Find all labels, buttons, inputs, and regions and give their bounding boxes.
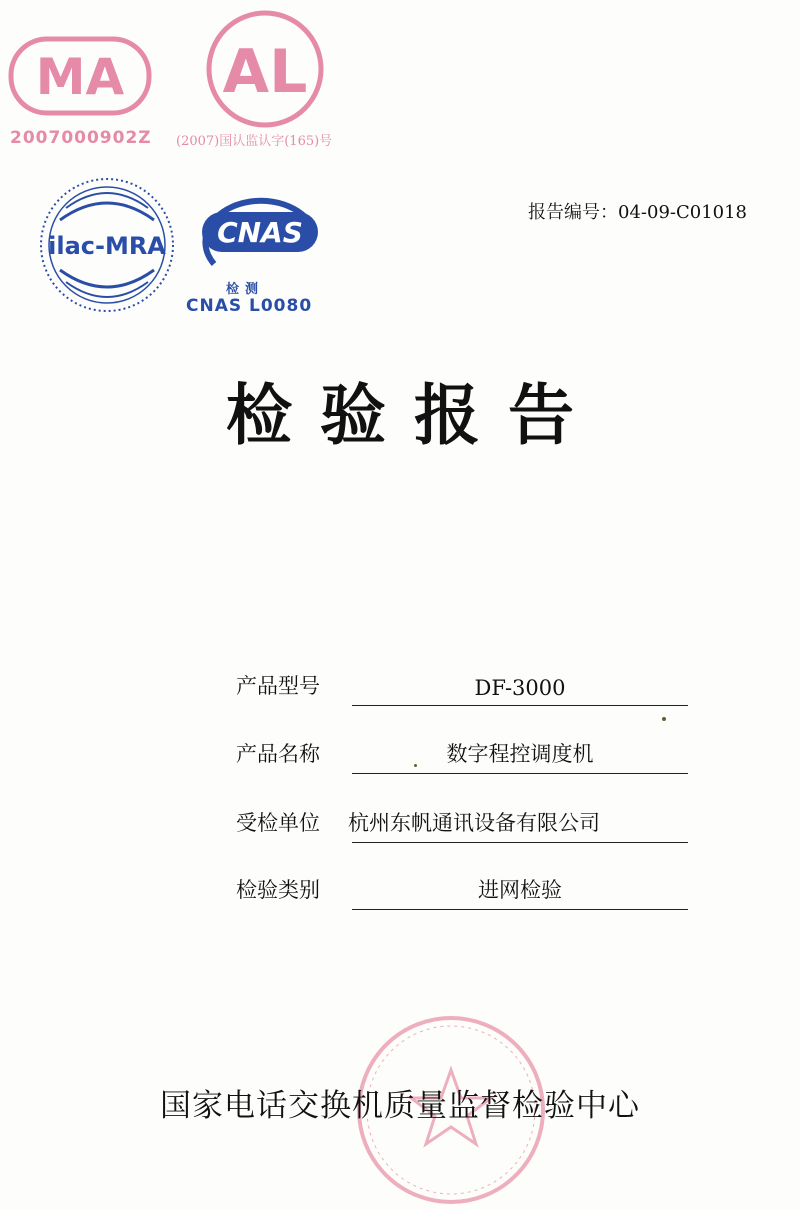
cma-cert-number: 2007000902Z bbox=[10, 128, 152, 148]
cal-cert-text: (2007)国认监认字(165)号 bbox=[176, 134, 333, 149]
field-label: 产品名称 bbox=[236, 742, 320, 766]
cnas-sub-text: 检测 bbox=[226, 282, 265, 297]
field-label: 受检单位 bbox=[236, 811, 320, 835]
field-value: DF-3000 bbox=[474, 676, 566, 700]
cma-logo bbox=[8, 36, 152, 116]
field-value: 数字程控调度机 bbox=[446, 742, 594, 766]
field-label: 检验类别 bbox=[236, 878, 320, 902]
field-underline bbox=[352, 842, 688, 843]
cma-logo-text: MA bbox=[35, 48, 125, 106]
cnas-code: CNAS L0080 bbox=[186, 296, 313, 316]
cal-logo bbox=[196, 8, 334, 130]
field-value: 杭州东帆通讯设备有限公司 bbox=[348, 811, 600, 835]
document-title: 检验报告 bbox=[226, 376, 602, 454]
field-value: 进网检验 bbox=[478, 878, 562, 902]
cnas-logo bbox=[184, 184, 324, 288]
field-underline bbox=[352, 909, 688, 910]
field-inspection-type bbox=[236, 870, 688, 910]
field-product-name bbox=[236, 734, 688, 774]
field-underline bbox=[352, 705, 688, 706]
cal-logo-text: AL bbox=[222, 37, 308, 107]
ilac-mra-logo bbox=[36, 176, 178, 314]
cnas-logo-text: CNAS bbox=[217, 216, 303, 249]
field-underline bbox=[352, 773, 688, 774]
scan-speck bbox=[662, 717, 666, 721]
field-label: 产品型号 bbox=[236, 674, 320, 698]
report-number: 报告编号：04-09-C01018 bbox=[528, 202, 748, 223]
field-inspected-unit bbox=[236, 803, 688, 843]
organization-name: 国家电话交换机质量监督检验中心 bbox=[160, 1088, 640, 1124]
scan-speck bbox=[414, 764, 417, 767]
ilac-logo-text: ilac-MRA bbox=[48, 232, 166, 260]
field-product-model bbox=[236, 666, 688, 706]
